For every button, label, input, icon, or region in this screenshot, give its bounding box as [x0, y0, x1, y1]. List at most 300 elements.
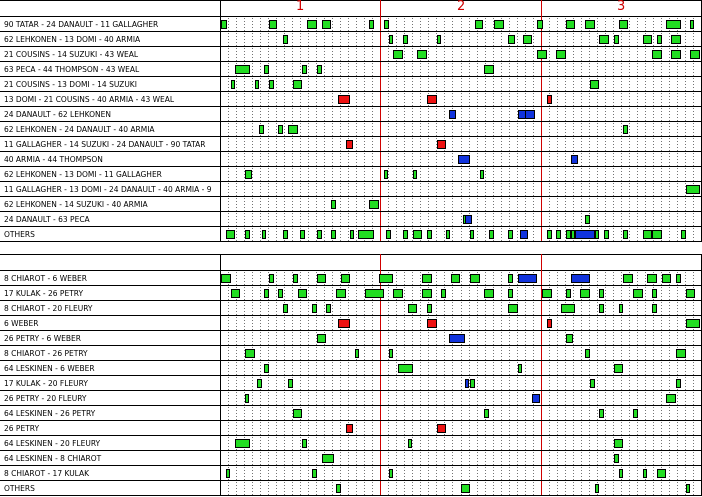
shift-bar-even[interactable] — [657, 469, 667, 478]
shift-bar-even[interactable] — [341, 274, 351, 283]
shift-bar-even[interactable] — [508, 230, 513, 239]
row-label: 64 LESKINEN - 8 CHIAROT — [4, 454, 102, 463]
minute-gridline — [573, 18, 574, 241]
minute-gridline — [589, 18, 590, 241]
row-label: 11 GALLAGHER - 14 SUZUKI - 24 DANAULT - 90 TATAR — [4, 140, 206, 149]
shift-bar-even[interactable] — [312, 469, 317, 478]
shift-bar-even[interactable] — [470, 230, 474, 239]
minute-gridline — [348, 18, 349, 241]
shift-bar-even[interactable] — [566, 289, 571, 298]
shift-bar-even[interactable] — [259, 125, 264, 134]
shift-bar-even[interactable] — [652, 230, 662, 239]
shift-bar-even[interactable] — [403, 230, 408, 239]
minute-gridline — [493, 272, 494, 495]
row-label: 62 LEHKONEN - 24 DANAULT - 40 ARMIA — [4, 125, 155, 134]
shift-bar-even[interactable] — [652, 304, 657, 313]
shift-bar-pk[interactable] — [575, 230, 594, 239]
row-label: OTHERS — [4, 230, 35, 239]
row-label: 17 KULAK - 20 FLEURY — [4, 379, 88, 388]
shift-bar-even[interactable] — [566, 334, 573, 343]
minute-gridline — [340, 272, 341, 495]
minute-gridline — [525, 272, 526, 495]
minute-gridline — [388, 18, 389, 241]
minute-gridline — [669, 272, 670, 495]
minute-gridline — [268, 272, 269, 495]
minute-gridline — [581, 272, 582, 495]
row-label: 6 WEBER — [4, 319, 39, 328]
shift-bar-even[interactable] — [623, 274, 633, 283]
shift-bar-even[interactable] — [590, 80, 600, 89]
shift-bar-even[interactable] — [437, 35, 442, 44]
shift-bar-even[interactable] — [283, 230, 288, 239]
minute-gridline — [501, 272, 502, 495]
minute-gridline — [685, 272, 686, 495]
shift-bar-even[interactable] — [686, 319, 700, 328]
shift-bar-even[interactable] — [508, 274, 513, 283]
minute-gridline — [356, 18, 357, 241]
panel-defense — [0, 254, 702, 497]
shift-bar-even[interactable] — [657, 35, 662, 44]
shift-bar-even[interactable] — [307, 20, 317, 29]
minute-gridline — [420, 272, 421, 495]
minute-gridline — [452, 272, 453, 495]
minute-gridline — [645, 18, 646, 241]
minute-gridline — [477, 272, 478, 495]
minute-gridline — [685, 18, 686, 241]
shift-bar-even[interactable] — [389, 469, 394, 478]
shift-bar-even[interactable] — [408, 439, 412, 448]
shift-bar-even[interactable] — [671, 50, 681, 59]
minute-gridline — [436, 18, 437, 241]
minute-gridline — [300, 272, 301, 495]
minute-gridline — [340, 18, 341, 241]
minute-gridline — [621, 18, 622, 241]
shift-bar-even[interactable] — [226, 469, 230, 478]
minute-gridline — [661, 272, 662, 495]
shift-bar-even[interactable] — [293, 274, 298, 283]
minute-gridline — [228, 18, 229, 241]
shift-bar-even[interactable] — [590, 379, 595, 388]
minute-gridline — [244, 18, 245, 241]
shift-bar-even[interactable] — [235, 65, 249, 74]
shift-bar-even[interactable] — [288, 379, 293, 388]
shift-bar-even[interactable] — [484, 289, 494, 298]
shift-bar-even[interactable] — [300, 230, 305, 239]
minute-gridline — [549, 272, 550, 495]
shift-bar-even[interactable] — [389, 349, 394, 358]
shift-bar-even[interactable] — [666, 394, 676, 403]
shift-bar-even[interactable] — [322, 20, 332, 29]
shift-bar-even[interactable] — [384, 170, 388, 179]
minute-gridline — [477, 18, 478, 241]
shift-bar-even[interactable] — [302, 439, 307, 448]
row-label: 13 DOMI - 21 COUSINS - 40 ARMIA - 43 WEAL — [4, 95, 175, 104]
shift-bar-even[interactable] — [262, 230, 267, 239]
shift-bar-even[interactable] — [427, 304, 432, 313]
period-label-3: 3 — [617, 0, 626, 14]
shift-bar-even[interactable] — [614, 364, 624, 373]
shift-bar-even[interactable] — [681, 230, 686, 239]
shift-bar-even[interactable] — [350, 230, 354, 239]
shift-bar-pk[interactable] — [458, 155, 470, 164]
minute-gridline — [324, 18, 325, 241]
shift-bar-even[interactable] — [403, 35, 408, 44]
shift-bar-even[interactable] — [599, 35, 609, 44]
shift-bar-even[interactable] — [542, 289, 552, 298]
shift-bar-even[interactable] — [643, 469, 648, 478]
shift-bar-pp[interactable] — [547, 319, 552, 328]
shift-bar-even[interactable] — [571, 230, 576, 239]
shift-bar-even[interactable] — [417, 50, 427, 59]
shift-bar-pk[interactable] — [571, 274, 590, 283]
shift-bar-even[interactable] — [547, 230, 552, 239]
shift-bar-even[interactable] — [312, 304, 317, 313]
shift-bar-pk[interactable] — [449, 110, 456, 119]
minute-gridline — [629, 272, 630, 495]
row-label: 62 LEHKONEN - 13 DOMI - 40 ARMIA — [4, 35, 141, 44]
shift-bar-pp[interactable] — [437, 424, 447, 433]
shift-bar-even[interactable] — [264, 364, 269, 373]
shift-bar-even[interactable] — [604, 230, 609, 239]
shift-bar-even[interactable] — [671, 35, 681, 44]
shift-bar-even[interactable] — [508, 304, 518, 313]
shift-bar-even[interactable] — [484, 409, 489, 418]
shift-bar-even[interactable] — [393, 50, 403, 59]
panel-top-border — [0, 254, 702, 255]
shift-bar-even[interactable] — [231, 289, 241, 298]
minute-gridline — [356, 272, 357, 495]
shift-bar-even[interactable] — [379, 274, 393, 283]
shift-bar-even[interactable] — [475, 20, 483, 29]
row-label: 64 LESKINEN - 6 WEBER — [4, 364, 95, 373]
shift-bar-even[interactable] — [255, 80, 260, 89]
shift-bar-even[interactable] — [298, 289, 308, 298]
shift-bar-even[interactable] — [676, 349, 686, 358]
shift-bar-even[interactable] — [585, 20, 595, 29]
shift-bar-even[interactable] — [676, 379, 681, 388]
minute-gridline — [693, 272, 694, 495]
row-label: 8 CHIAROT - 6 WEBER — [4, 274, 87, 283]
shift-bar-even[interactable] — [336, 484, 341, 493]
shift-bar-even[interactable] — [413, 170, 418, 179]
shift-bar-even[interactable] — [614, 35, 619, 44]
shift-bar-even[interactable] — [585, 349, 590, 358]
shift-bar-pk[interactable] — [571, 155, 578, 164]
minute-gridline — [533, 272, 534, 495]
shift-bar-even[interactable] — [422, 289, 432, 298]
shift-bar-even[interactable] — [595, 484, 600, 493]
row-label: 90 TATAR - 24 DANAULT - 11 GALLAGHER — [4, 20, 159, 29]
shift-bar-even[interactable] — [647, 274, 657, 283]
minute-gridline — [605, 18, 606, 241]
shift-bar-even[interactable] — [269, 20, 277, 29]
row-label: 17 KULAK - 26 PETRY — [4, 289, 84, 298]
shift-bar-even[interactable] — [686, 289, 696, 298]
shift-bar-even[interactable] — [326, 304, 331, 313]
shift-bar-even[interactable] — [278, 289, 283, 298]
minute-gridline — [300, 18, 301, 241]
minute-gridline — [645, 272, 646, 495]
shift-bar-even[interactable] — [293, 80, 303, 89]
shift-bar-even[interactable] — [413, 230, 423, 239]
shift-bar-even[interactable] — [317, 334, 327, 343]
row-label: 24 DANAULT - 62 LEHKONEN — [4, 110, 111, 119]
minute-gridline — [276, 272, 277, 495]
shift-bar-even[interactable] — [461, 484, 471, 493]
shift-bar-even[interactable] — [676, 274, 681, 283]
shift-bar-even[interactable] — [623, 125, 628, 134]
minute-gridline — [461, 18, 462, 241]
row-divider — [0, 241, 702, 242]
shift-bar-even[interactable] — [508, 35, 514, 44]
minute-gridline — [444, 18, 445, 241]
minute-gridline — [452, 18, 453, 241]
period-label-2: 2 — [457, 0, 466, 14]
shift-bar-even[interactable] — [317, 230, 322, 239]
minute-gridline — [581, 18, 582, 241]
shift-bar-even[interactable] — [470, 379, 475, 388]
shift-bar-even[interactable] — [619, 469, 624, 478]
minute-gridline — [637, 18, 638, 241]
row-label: 8 CHIAROT - 20 FLEURY — [4, 304, 93, 313]
shift-bar-even[interactable] — [537, 50, 547, 59]
minute-gridline — [557, 272, 558, 495]
shift-bar-even[interactable] — [264, 65, 269, 74]
minute-gridline — [276, 18, 277, 241]
shift-bar-even[interactable] — [245, 394, 249, 403]
minute-gridline — [597, 18, 598, 241]
minute-gridline — [348, 272, 349, 495]
shift-bar-pp[interactable] — [427, 95, 437, 104]
shift-bar-even[interactable] — [331, 200, 336, 209]
shift-bar-even[interactable] — [662, 274, 672, 283]
shift-bar-pk[interactable] — [518, 274, 537, 283]
row-label: 8 CHIAROT - 17 KULAK — [4, 469, 90, 478]
shift-bar-even[interactable] — [235, 439, 249, 448]
shift-bar-even[interactable] — [614, 439, 624, 448]
shift-bar-even[interactable] — [441, 289, 446, 298]
shift-bar-pp[interactable] — [547, 95, 552, 104]
shift-bar-even[interactable] — [494, 20, 504, 29]
shift-bar-even[interactable] — [580, 289, 590, 298]
minute-gridline — [252, 272, 253, 495]
shift-bar-even[interactable] — [595, 230, 600, 239]
minute-gridline — [493, 18, 494, 241]
shift-bar-even[interactable] — [518, 364, 522, 373]
row-label: 62 LEHKONEN - 13 DOMI - 11 GALLAGHER — [4, 170, 162, 179]
minute-gridline — [637, 272, 638, 495]
shift-bar-even[interactable] — [264, 289, 269, 298]
minute-gridline — [549, 18, 550, 241]
minute-gridline — [533, 18, 534, 241]
minute-gridline — [597, 272, 598, 495]
shift-bar-even[interactable] — [470, 274, 480, 283]
shift-bar-even[interactable] — [451, 274, 461, 283]
shift-bar-even[interactable] — [283, 35, 288, 44]
shift-bar-even[interactable] — [226, 230, 236, 239]
minute-gridline — [461, 272, 462, 495]
shift-bar-even[interactable] — [278, 125, 283, 134]
shift-bar-even[interactable] — [690, 50, 700, 59]
shift-bar-even[interactable] — [566, 20, 576, 29]
minute-gridline — [404, 272, 405, 495]
shift-bar-even[interactable] — [666, 20, 680, 29]
minute-gridline — [485, 272, 486, 495]
shift-bar-even[interactable] — [508, 289, 513, 298]
shift-bar-pp[interactable] — [346, 424, 353, 433]
shift-bar-even[interactable] — [288, 125, 298, 134]
shift-bar-even[interactable] — [245, 230, 250, 239]
shift-bar-even[interactable] — [623, 230, 628, 239]
shift-bar-even[interactable] — [537, 20, 543, 29]
shift-bar-even[interactable] — [245, 170, 252, 179]
minute-gridline — [485, 18, 486, 241]
shift-bar-even[interactable] — [686, 185, 700, 194]
shift-bar-even[interactable] — [322, 454, 334, 463]
minute-gridline — [436, 272, 437, 495]
shift-bar-even[interactable] — [269, 274, 274, 283]
shift-bar-even[interactable] — [369, 20, 374, 29]
minute-gridline — [236, 18, 237, 241]
shift-bar-even[interactable] — [369, 200, 379, 209]
shift-bar-even[interactable] — [365, 289, 384, 298]
row-label: 62 LEHKONEN - 14 SUZUKI - 40 ARMIA — [4, 200, 148, 209]
shift-bar-even[interactable] — [633, 289, 643, 298]
shift-bar-even[interactable] — [231, 80, 236, 89]
minute-gridline — [396, 272, 397, 495]
minute-gridline — [228, 272, 229, 495]
shift-bar-even[interactable] — [386, 230, 391, 239]
shift-bar-even[interactable] — [686, 484, 691, 493]
minute-gridline — [629, 18, 630, 241]
shift-bar-even[interactable] — [556, 50, 566, 59]
shift-bar-pk[interactable] — [465, 215, 472, 224]
minute-gridline — [509, 18, 510, 241]
minute-gridline — [605, 272, 606, 495]
shift-bar-even[interactable] — [556, 230, 561, 239]
minute-gridline — [284, 18, 285, 241]
minute-gridline — [469, 18, 470, 241]
shift-bar-even[interactable] — [652, 289, 657, 298]
shift-bar-even[interactable] — [614, 454, 619, 463]
shift-bar-even[interactable] — [302, 65, 307, 74]
shift-bar-pp[interactable] — [427, 319, 437, 328]
minute-gridline — [404, 18, 405, 241]
row-label: 26 PETRY - 20 FLEURY — [4, 394, 87, 403]
row-label: 40 ARMIA - 44 THOMPSON — [4, 155, 103, 164]
shift-bar-even[interactable] — [358, 230, 375, 239]
shift-bar-even[interactable] — [599, 289, 604, 298]
shift-bar-pp[interactable] — [338, 319, 350, 328]
minute-gridline — [669, 18, 670, 241]
row-label: 64 LESKINEN - 26 PETRY — [4, 409, 96, 418]
shift-bar-even[interactable] — [599, 304, 604, 313]
shift-bar-pk[interactable] — [465, 379, 469, 388]
minute-gridline — [364, 272, 365, 495]
shift-bar-even[interactable] — [408, 304, 418, 313]
shift-bar-even[interactable] — [398, 364, 412, 373]
shift-bar-even[interactable] — [484, 65, 494, 74]
row-label: 11 GALLAGHER - 13 DOMI - 24 DANAULT - 40 ARMIA - 9 — [4, 185, 212, 194]
shift-bar-even[interactable] — [384, 20, 389, 29]
shift-bar-even[interactable] — [389, 35, 394, 44]
shift-bar-even[interactable] — [257, 379, 262, 388]
minute-gridline — [412, 18, 413, 241]
shift-bar-pp[interactable] — [338, 95, 350, 104]
row-label: 24 DANAULT - 63 PECA — [4, 215, 90, 224]
shift-bar-even[interactable] — [317, 65, 322, 74]
shift-bar-even[interactable] — [427, 230, 432, 239]
shift-bar-even[interactable] — [480, 170, 485, 179]
minute-gridline — [308, 18, 309, 241]
shift-bar-even[interactable] — [283, 304, 288, 313]
shift-bar-even[interactable] — [599, 409, 604, 418]
minute-gridline — [308, 272, 309, 495]
shift-bar-pk[interactable] — [532, 394, 539, 403]
shift-bar-pk[interactable] — [525, 110, 535, 119]
shift-bar-even[interactable] — [561, 304, 575, 313]
shift-bar-even[interactable] — [643, 230, 653, 239]
shift-bar-pk[interactable] — [520, 230, 527, 239]
shift-bar-even[interactable] — [446, 230, 450, 239]
minute-gridline — [268, 18, 269, 241]
shift-bar-even[interactable] — [336, 289, 346, 298]
minute-gridline — [428, 18, 429, 241]
shift-bar-even[interactable] — [422, 274, 432, 283]
shift-bar-even[interactable] — [619, 20, 629, 29]
row-divider — [0, 495, 702, 496]
shift-bar-even[interactable] — [317, 274, 327, 283]
minute-gridline — [501, 18, 502, 241]
shift-bar-even[interactable] — [633, 409, 638, 418]
minute-gridline — [244, 272, 245, 495]
shift-bar-even[interactable] — [393, 289, 403, 298]
row-label: 64 LESKINEN - 20 FLEURY — [4, 439, 101, 448]
shift-bar-even[interactable] — [221, 274, 231, 283]
period-label-1: 1 — [296, 0, 305, 14]
shift-bar-even[interactable] — [355, 349, 359, 358]
shift-bar-even[interactable] — [690, 20, 694, 29]
shift-bar-pp[interactable] — [437, 140, 447, 149]
shift-bar-even[interactable] — [269, 80, 274, 89]
shift-bar-pk[interactable] — [449, 334, 466, 343]
minute-gridline — [316, 18, 317, 241]
row-label: 63 PECA - 44 THOMPSON - 43 WEAL — [4, 65, 140, 74]
minute-gridline — [444, 272, 445, 495]
shift-bar-even[interactable] — [652, 50, 662, 59]
row-label: 26 PETRY - 6 WEBER — [4, 334, 81, 343]
shift-bar-pp[interactable] — [346, 140, 353, 149]
shift-bar-even[interactable] — [619, 304, 623, 313]
minute-gridline — [372, 272, 373, 495]
minute-gridline — [517, 18, 518, 241]
shift-bar-even[interactable] — [221, 20, 227, 29]
minute-gridline — [613, 18, 614, 241]
shift-bar-even[interactable] — [489, 230, 494, 239]
shift-bar-even[interactable] — [585, 215, 590, 224]
row-label: 21 COUSINS - 14 SUZUKI - 43 WEAL — [4, 50, 139, 59]
minute-gridline — [236, 272, 237, 495]
panel-top-border — [0, 0, 702, 1]
shift-bar-even[interactable] — [523, 35, 533, 44]
row-label: 21 COUSINS - 13 DOMI - 14 SUZUKI — [4, 80, 137, 89]
row-label: 26 PETRY — [4, 424, 40, 433]
shift-bar-even[interactable] — [331, 230, 336, 239]
shift-bar-even[interactable] — [643, 35, 653, 44]
minute-gridline — [525, 18, 526, 241]
shift-bar-even[interactable] — [293, 409, 303, 418]
shift-bar-even[interactable] — [245, 349, 255, 358]
